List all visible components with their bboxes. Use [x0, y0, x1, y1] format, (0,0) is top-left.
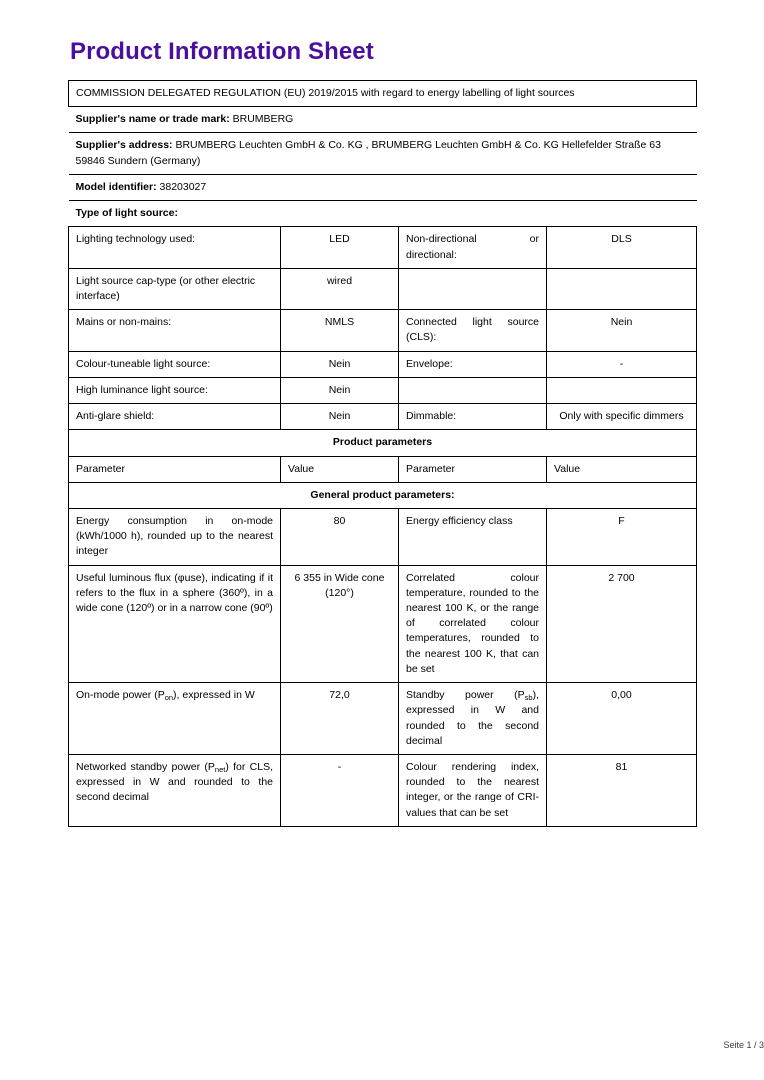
anti-glare-value: Nein: [281, 404, 399, 430]
standby-power-label-sub: sb: [524, 693, 533, 703]
colour-rendering-index-value: 81: [547, 755, 697, 827]
supplier-name-row: [69, 107, 697, 133]
table-row: [69, 227, 697, 268]
standby-power-label-pre: Standby power (P: [406, 689, 525, 702]
envelope-value: -: [547, 351, 697, 377]
high-luminance-value-right: [547, 377, 697, 403]
supplier-name-value: BRUMBERG: [232, 113, 294, 126]
cap-type-label-right: [399, 268, 547, 309]
model-identifier-label: Model identifier:: [75, 180, 157, 193]
table-row: [69, 351, 697, 377]
on-mode-power-label-sub: on: [164, 693, 174, 703]
regulation-row: [69, 81, 697, 107]
high-luminance-label-right: [399, 377, 547, 403]
column-header-value-left: Value: [281, 456, 399, 482]
directionality-label: Non-directional or directional:: [399, 227, 547, 268]
product-parameters-title-row: [69, 430, 697, 456]
lighting-technology-value: LED: [281, 227, 399, 268]
cap-type-value-right: [547, 268, 697, 309]
high-luminance-label: High luminance light source:: [69, 377, 281, 403]
column-header-value-right: Value: [547, 456, 697, 482]
energy-consumption-label: Energy consumption in on-mode (kWh/1000 h), rounded up to the nearest integer: [69, 508, 281, 565]
product-parameters-title: Product parameters: [69, 430, 697, 456]
table-row: [69, 268, 697, 309]
dimmable-label: Dimmable:: [399, 404, 547, 430]
table-row: [69, 404, 697, 430]
general-parameters-title-row: [69, 482, 697, 508]
column-header-parameter-right: Parameter: [399, 456, 547, 482]
supplier-address-label: Supplier's address:: [75, 139, 173, 152]
supplier-name-cell: [69, 107, 697, 133]
on-mode-power-label-post: ), expressed in W: [173, 689, 255, 702]
mains-value: NMLS: [281, 310, 399, 351]
table-row: [69, 755, 697, 827]
directionality-value: DLS: [547, 227, 697, 268]
standby-power-value: 0,00: [547, 683, 697, 755]
document-page: [68, 38, 764, 1050]
supplier-address-value: BRUMBERG Leuchten GmbH & Co. KG , BRUMBERG Leuchten GmbH & Co. KG Hellefelder Straße 63 59846 Sundern (Germany): [75, 139, 661, 167]
correlated-colour-temperature-label: Correlated colour temperature, rounded to the nearest 100 K, or the range of correlated colour temperatures, rounded to the nearest 100 K, that can be set: [399, 565, 547, 683]
table-row: [69, 310, 697, 351]
product-parameters-header-row: [69, 456, 697, 482]
supplier-address-row: [69, 133, 697, 174]
table-row: [69, 683, 697, 755]
regulation-text: COMMISSION DELEGATED REGULATION (EU) 2019/2015 with regard to energy labelling of light sources: [69, 81, 697, 107]
model-identifier-cell: [69, 174, 697, 200]
table-row: [69, 565, 697, 683]
networked-standby-power-label-pre: Networked standby power (P: [76, 761, 215, 773]
colour-tuneable-value: Nein: [281, 351, 399, 377]
colour-tuneable-label: Colour-tuneable light source:: [69, 351, 281, 377]
supplier-name-label: Supplier's name or trade mark:: [75, 113, 230, 126]
anti-glare-label: Anti-glare shield:: [69, 404, 281, 430]
energy-consumption-value: 80: [281, 508, 399, 565]
on-mode-power-value: 72,0: [281, 683, 399, 755]
envelope-label: Envelope:: [399, 351, 547, 377]
table-row: [69, 377, 697, 403]
mains-label: Mains or non-mains:: [69, 310, 281, 351]
networked-standby-power-value: -: [281, 755, 399, 827]
colour-rendering-index-label: Colour rendering index, rounded to the nearest integer, or the range of CRI-values that can be set: [399, 755, 547, 827]
column-header-parameter-left: Parameter: [69, 456, 281, 482]
page-footer: Seite 1 / 3: [723, 1040, 764, 1050]
useful-luminous-flux-value: 6 355 in Wide cone (120°): [281, 565, 399, 683]
networked-standby-power-label-sub: net: [214, 765, 226, 774]
page-title: Product Information Sheet: [70, 38, 374, 65]
correlated-colour-temperature-value: 2 700: [547, 565, 697, 683]
on-mode-power-label-pre: On-mode power (P: [76, 689, 165, 702]
product-information-table: [68, 80, 697, 827]
connected-light-source-label: Connected light source (CLS):: [399, 310, 547, 351]
dimmable-value: Only with specific dimmers: [547, 404, 697, 430]
light-source-section-title: Type of light source:: [69, 201, 697, 227]
energy-efficiency-class-value: F: [547, 508, 697, 565]
table-row: [69, 508, 697, 565]
model-identifier-value: 38203027: [159, 180, 207, 193]
supplier-address-cell: [69, 133, 697, 174]
general-parameters-title: General product parameters:: [69, 482, 697, 508]
cap-type-label: Light source cap-type (or other electric interface): [69, 268, 281, 309]
light-source-section-row: [69, 201, 697, 227]
cap-type-value: wired: [281, 268, 399, 309]
on-mode-power-label: [69, 683, 281, 755]
standby-power-label: [399, 683, 547, 755]
useful-luminous-flux-label: Useful luminous flux (φuse), indicating if it refers to the flux in a sphere (360º), in a wide cone (120º) or in a narrow cone (90º): [69, 565, 281, 683]
networked-standby-power-label-post: ) for CLS, expressed in W and rounded to the second decimal: [76, 761, 273, 804]
model-identifier-row: [69, 174, 697, 200]
connected-light-source-value: Nein: [547, 310, 697, 351]
standby-power-label-post: ), expressed in W and rounded to the second decimal: [406, 689, 539, 747]
energy-efficiency-class-label: Energy efficiency class: [399, 508, 547, 565]
networked-standby-power-label: [69, 755, 281, 827]
lighting-technology-label: Lighting technology used:: [69, 227, 281, 268]
high-luminance-value: Nein: [281, 377, 399, 403]
